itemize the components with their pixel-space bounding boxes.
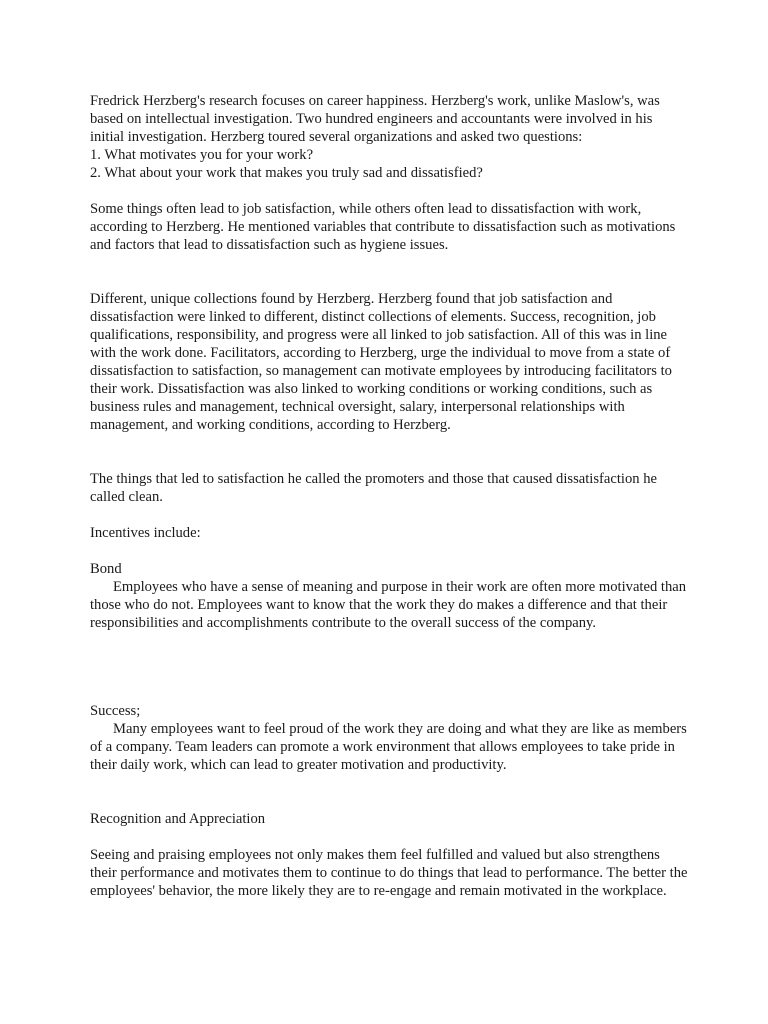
spacer xyxy=(90,506,688,524)
question-1: 1. What motivates you for your work? xyxy=(90,147,314,163)
recognition-heading: Recognition and Appreciation xyxy=(90,811,266,827)
spacer xyxy=(90,632,688,702)
spacer xyxy=(90,774,688,810)
promoters-paragraph: The things that led to satisfaction he called the promoters and those that caused dissatisfaction he called clean. xyxy=(90,471,657,505)
spacer xyxy=(90,434,688,470)
satisfaction-paragraph: Some things often lead to job satisfaction, while others often lead to dissatisfaction with work, according to Herzberg. He mentioned variables that contribute to dissatisfaction such as motivations and factors that lead to dissatisfaction such as hygiene issues. xyxy=(90,201,676,253)
bond-body: Employees who have a sense of meaning and purpose in their work are often more motivated than those who do not. Employees want to know that the work they do makes a difference and that their responsibilities and accomplishments contribute to the overall success of the company. xyxy=(90,579,687,631)
recognition-body: Seeing and praising employees not only makes them feel fulfilled and valued but also strengthens their performance and motivates them to continue to do things that lead to performance. The better the employees' behavior, the more likely they are to re-engage and remain motivated in the workplace. xyxy=(90,847,688,899)
bond-heading: Bond xyxy=(90,561,122,577)
success-body: Many employees want to feel proud of the work they are doing and what they are like as members of a company. Team leaders can promote a work environment that allows employees to take pride in their daily work, which can lead to greater motivation and productivity. xyxy=(90,721,687,773)
spacer xyxy=(90,542,688,560)
success-heading: Success; xyxy=(90,703,141,719)
incentives-heading: Incentives include: xyxy=(90,525,201,541)
spacer xyxy=(90,182,688,200)
collections-paragraph: Different, unique collections found by Herzberg. Herzberg found that job satisfaction and dissatisfaction were linked to different, distinct collections of elements. Success, recognition, job qualifications, responsibility, and progress were all linked to job satisfaction. All of this was in line with the work done. Facilitators, according to Herzberg, urge the individual to move from a state of dissatisfaction to satisfaction, so management can motivate employees by introducing facilitators to their work. Dissatisfaction was also linked to working conditions or working conditions, such as business rules and management, technical oversight, salary, interpersonal relationships with management, and working conditions, according to Herzberg. xyxy=(90,291,672,433)
spacer xyxy=(90,828,688,846)
intro-paragraph: Fredrick Herzberg's research focuses on career happiness. Herzberg's work, unlike Maslow's, was based on intellectual investigation. Two hundred engineers and accountants were involved in his initial investigation. Herzberg toured several organizations and asked two questions: xyxy=(90,93,660,145)
question-2: 2. What about your work that makes you truly sad and dissatisfied? xyxy=(90,165,483,181)
spacer xyxy=(90,254,688,290)
